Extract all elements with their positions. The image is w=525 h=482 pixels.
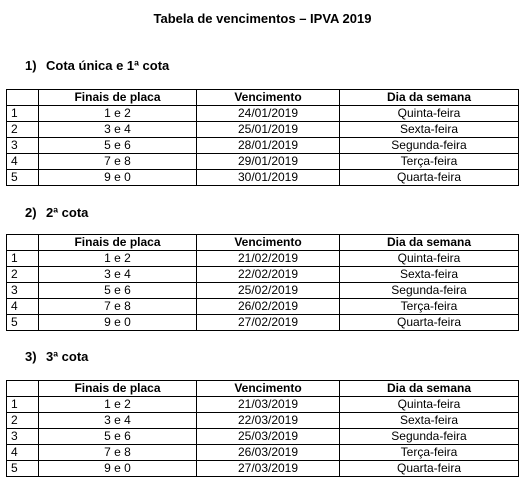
row-index: 4 <box>7 299 39 315</box>
plate-endings: 9 e 0 <box>39 315 197 331</box>
weekday: Terça-feira <box>340 299 519 315</box>
due-date: 26/03/2019 <box>197 445 340 461</box>
table-header-row <box>7 381 519 397</box>
weekday: Quinta-feira <box>340 106 519 122</box>
due-date-table-2 <box>6 234 519 331</box>
row-index: 1 <box>7 397 39 413</box>
weekday: Segunda-feira <box>340 429 519 445</box>
section-number: 3) <box>25 349 37 364</box>
plate-endings: 5 e 6 <box>39 283 197 299</box>
header-plate-endings: Finais de placa <box>39 235 197 251</box>
weekday: Terça-feira <box>340 154 519 170</box>
due-date-table-1 <box>6 89 519 186</box>
table-row <box>7 461 519 477</box>
row-index: 3 <box>7 138 39 154</box>
due-date: 22/02/2019 <box>197 267 340 283</box>
table-header-row <box>7 90 519 106</box>
row-index: 5 <box>7 461 39 477</box>
header-weekday: Dia da semana <box>340 235 519 251</box>
weekday: Quarta-feira <box>340 315 519 331</box>
row-index: 5 <box>7 170 39 186</box>
header-index <box>7 90 39 106</box>
table-row <box>7 413 519 429</box>
table-row <box>7 251 519 267</box>
section-label: 2ª cota <box>46 205 89 220</box>
header-due-date: Vencimento <box>197 381 340 397</box>
header-plate-endings: Finais de placa <box>39 90 197 106</box>
table-row <box>7 154 519 170</box>
weekday: Quarta-feira <box>340 170 519 186</box>
plate-endings: 3 e 4 <box>39 413 197 429</box>
due-date: 21/03/2019 <box>197 397 340 413</box>
plate-endings: 7 e 8 <box>39 154 197 170</box>
header-index <box>7 381 39 397</box>
plate-endings: 7 e 8 <box>39 299 197 315</box>
header-weekday: Dia da semana <box>340 381 519 397</box>
table-row <box>7 315 519 331</box>
row-index: 3 <box>7 429 39 445</box>
due-date: 21/02/2019 <box>197 251 340 267</box>
row-index: 1 <box>7 251 39 267</box>
due-date: 24/01/2019 <box>197 106 340 122</box>
due-date: 30/01/2019 <box>197 170 340 186</box>
plate-endings: 9 e 0 <box>39 461 197 477</box>
due-date: 29/01/2019 <box>197 154 340 170</box>
table-header-row <box>7 235 519 251</box>
due-date: 22/03/2019 <box>197 413 340 429</box>
table-row <box>7 397 519 413</box>
row-index: 4 <box>7 154 39 170</box>
plate-endings: 1 e 2 <box>39 397 197 413</box>
header-weekday: Dia da semana <box>340 90 519 106</box>
row-index: 5 <box>7 315 39 331</box>
due-date: 27/03/2019 <box>197 461 340 477</box>
section-heading-3 <box>25 349 88 364</box>
header-due-date: Vencimento <box>197 235 340 251</box>
row-index: 1 <box>7 106 39 122</box>
header-index <box>7 235 39 251</box>
due-date: 25/01/2019 <box>197 122 340 138</box>
plate-endings: 3 e 4 <box>39 267 197 283</box>
weekday: Quarta-feira <box>340 461 519 477</box>
section-heading-1 <box>25 58 169 73</box>
row-index: 4 <box>7 445 39 461</box>
table-row <box>7 283 519 299</box>
row-index: 2 <box>7 267 39 283</box>
due-date: 26/02/2019 <box>197 299 340 315</box>
table-row <box>7 106 519 122</box>
table-row <box>7 138 519 154</box>
weekday: Quinta-feira <box>340 251 519 267</box>
due-date: 25/03/2019 <box>197 429 340 445</box>
weekday: Segunda-feira <box>340 138 519 154</box>
weekday: Sexta-feira <box>340 267 519 283</box>
plate-endings: 9 e 0 <box>39 170 197 186</box>
table-row <box>7 122 519 138</box>
plate-endings: 5 e 6 <box>39 138 197 154</box>
plate-endings: 3 e 4 <box>39 122 197 138</box>
weekday: Terça-feira <box>340 445 519 461</box>
plate-endings: 1 e 2 <box>39 251 197 267</box>
plate-endings: 5 e 6 <box>39 429 197 445</box>
section-number: 2) <box>25 205 37 220</box>
page-title: Tabela de vencimentos – IPVA 2019 <box>153 11 372 26</box>
table-row <box>7 429 519 445</box>
due-date-table-3 <box>6 380 519 477</box>
due-date: 28/01/2019 <box>197 138 340 154</box>
section-label: Cota única e 1ª cota <box>46 58 170 73</box>
row-index: 3 <box>7 283 39 299</box>
table-row <box>7 445 519 461</box>
due-date: 25/02/2019 <box>197 283 340 299</box>
header-plate-endings: Finais de placa <box>39 381 197 397</box>
table-row <box>7 170 519 186</box>
row-index: 2 <box>7 122 39 138</box>
weekday: Sexta-feira <box>340 413 519 429</box>
section-label: 3ª cota <box>46 349 89 364</box>
table-row <box>7 299 519 315</box>
weekday: Segunda-feira <box>340 283 519 299</box>
plate-endings: 7 e 8 <box>39 445 197 461</box>
section-number: 1) <box>25 58 37 73</box>
plate-endings: 1 e 2 <box>39 106 197 122</box>
section-heading-2 <box>25 205 88 220</box>
weekday: Sexta-feira <box>340 122 519 138</box>
table-row <box>7 267 519 283</box>
row-index: 2 <box>7 413 39 429</box>
header-due-date: Vencimento <box>197 90 340 106</box>
due-date: 27/02/2019 <box>197 315 340 331</box>
weekday: Quinta-feira <box>340 397 519 413</box>
